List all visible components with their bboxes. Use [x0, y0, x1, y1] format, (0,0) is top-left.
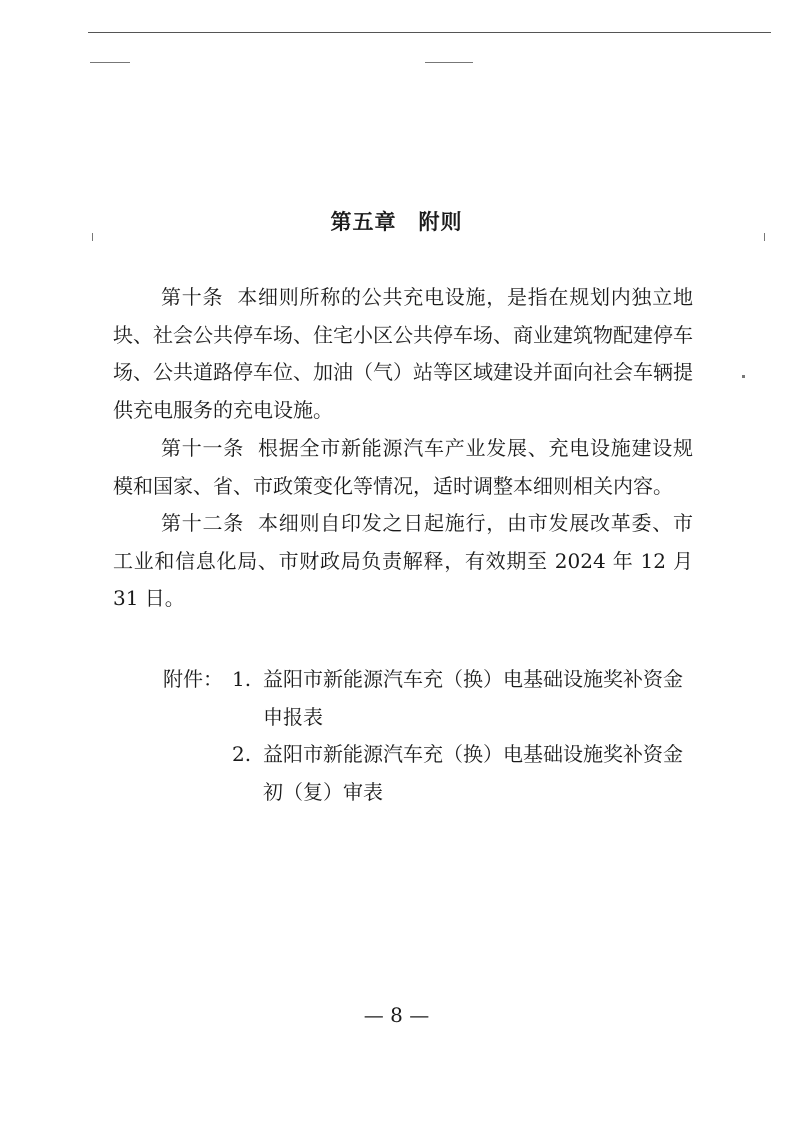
- chapter-title: 附则: [418, 210, 463, 234]
- article-text: 本细则所称的公共充电设施，是指在规划内独立地块、社会公共停车场、住宅小区公共停车场、商业建筑物配建停车场、公共道路停车位、加油（气）站等区域建设并面向社会车辆提供充电服务的充电设施。: [113, 285, 693, 422]
- article-text: 根据全市新能源汽车产业发展、充电设施建设规模和国家、省、市政策变化等情况，适时调整本细则相关内容。: [113, 436, 693, 498]
- scan-speck: [742, 375, 745, 378]
- scan-speck: [425, 62, 473, 63]
- chapter-number: 第五章: [330, 210, 397, 234]
- article-text: 本细则自印发之日起施行，由市发展改革委、市工业和信息化局、市财政局负责解释，有效期至 2024 年 12 月 31 日。: [113, 511, 693, 611]
- article-10: [113, 279, 693, 429]
- article-11: [113, 430, 693, 505]
- attachment-text: 益阳市新能源汽车充（换）电基础设施奖补资金初（复）审表: [263, 742, 683, 804]
- article-label: 第十一条: [161, 436, 244, 460]
- attachment-number: 1.: [232, 667, 252, 691]
- attachment-text: 益阳市新能源汽车充（换）电基础设施奖补资金申报表: [263, 667, 683, 729]
- scan-top-rule: [88, 32, 771, 33]
- chapter-heading: [0, 206, 793, 236]
- attachment-number: 2.: [232, 742, 252, 766]
- article-12: [113, 505, 693, 618]
- article-label: 第十二条: [161, 511, 244, 535]
- attachment-item: [232, 661, 692, 736]
- attachment-item: [232, 736, 692, 811]
- attachments-label: 附件：: [163, 667, 223, 691]
- page-number: — 8 —: [363, 1003, 430, 1027]
- article-label: 第十条: [161, 285, 224, 309]
- scan-speck: [90, 62, 130, 63]
